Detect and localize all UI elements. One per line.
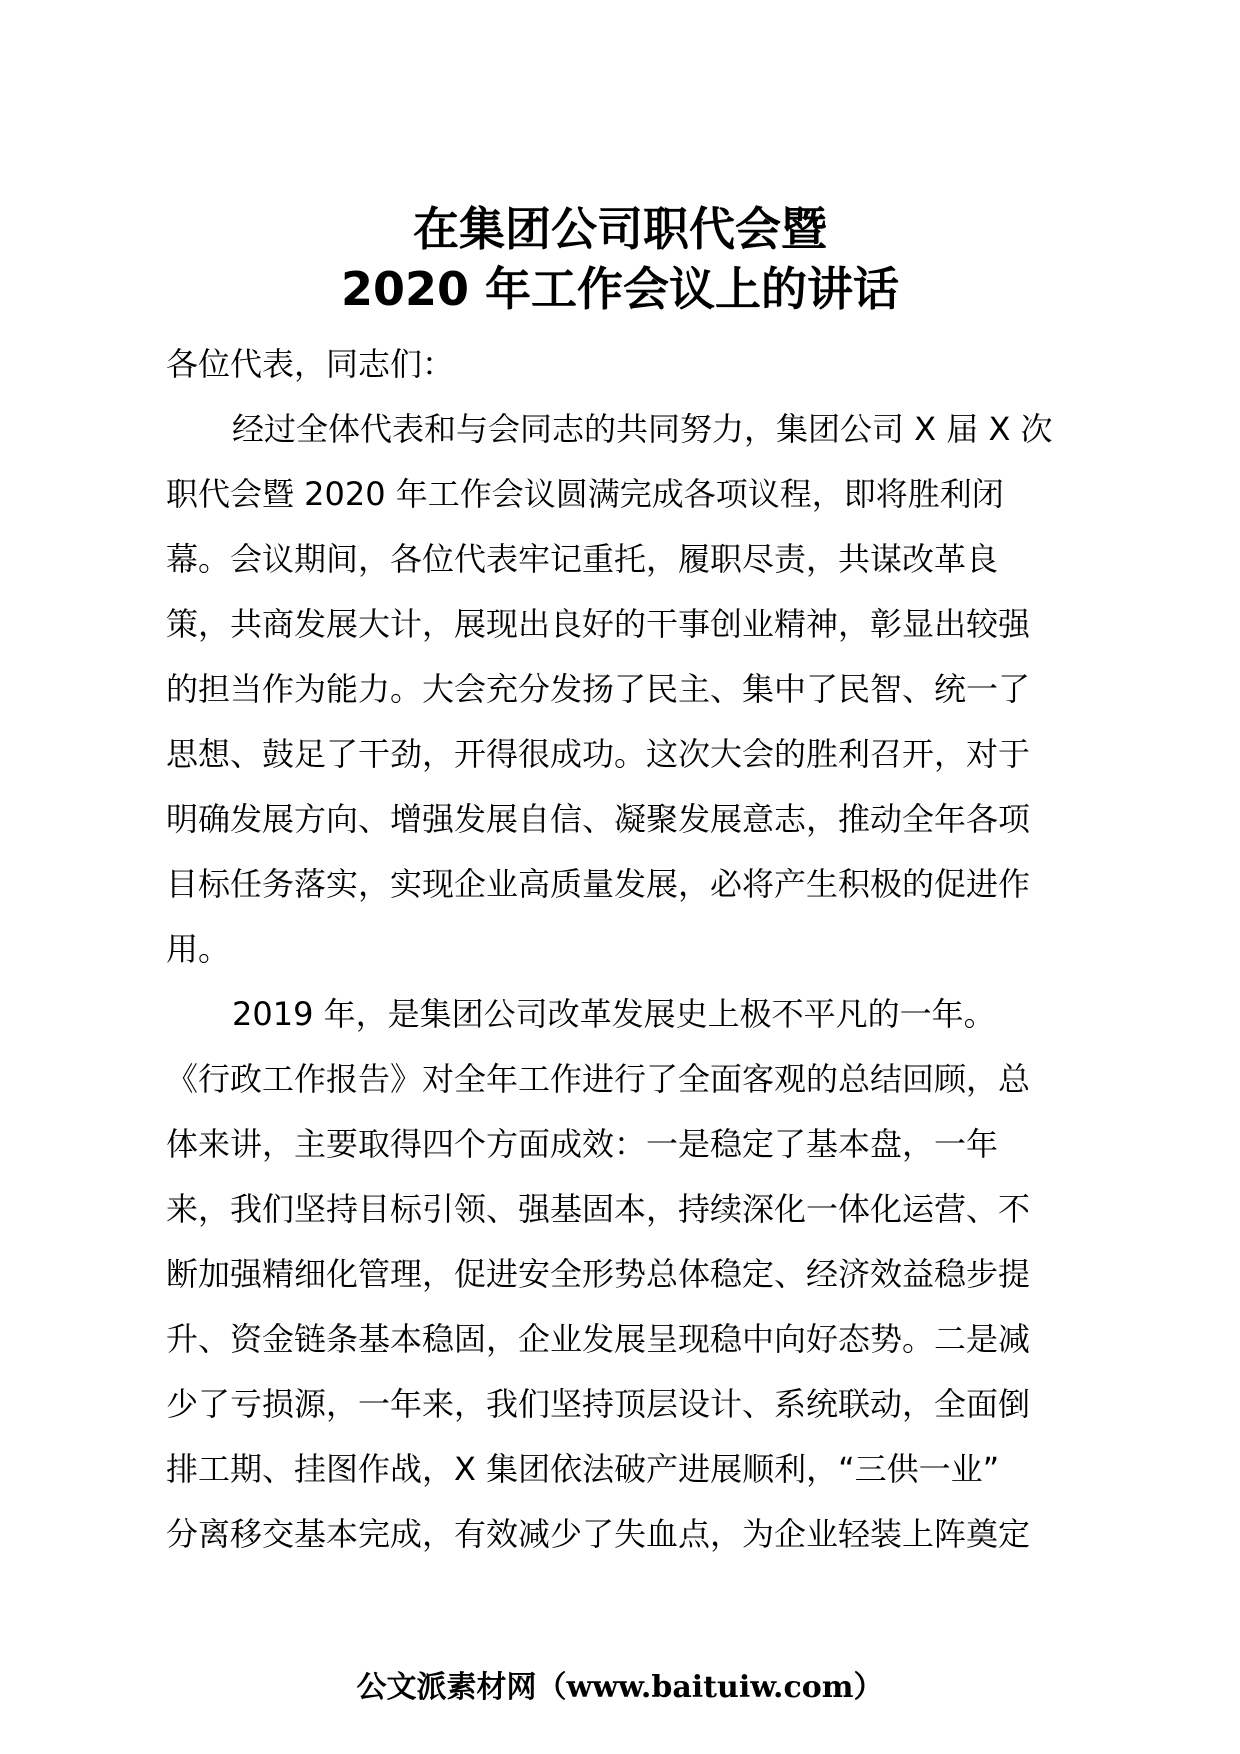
paragraph-line: 来，我们坚持目标引领、强基固本，持续深化一体化运营、不 (166, 1190, 1031, 1228)
paragraph-line: 断加强精细化管理，促进安全形势总体稳定、经济效益稳步提 (166, 1255, 1031, 1293)
paragraph-line: 的担当作为能力。大会充分发扬了民主、集中了民智、统一了 (166, 670, 1031, 708)
salutation: 各位代表，同志们： (166, 345, 455, 383)
paragraph-line: 幕。会议期间，各位代表牢记重托，履职尽责，共谋改革良 (166, 540, 999, 578)
paragraph-line: 策，共商发展大计，展现出良好的干事创业精神，彰显出较强 (166, 605, 1031, 643)
document-title-line-1: 在集团公司职代会暨 (413, 202, 827, 256)
paragraph-line: 分离移交基本完成，有效减少了失血点，为企业轻装上阵奠定 (166, 1515, 1031, 1553)
paragraph-line: 明确发展方向、增强发展自信、凝聚发展意志，推动全年各项 (166, 800, 1031, 838)
document-title-line-2: 2020 年工作会议上的讲话 (340, 262, 900, 316)
paragraph-line: 《行政工作报告》对全年工作进行了全面客观的总结回顾，总 (166, 1060, 1031, 1098)
paragraph-1 (166, 397, 1086, 982)
paragraph-line: 体来讲，主要取得四个方面成效：一是稳定了基本盘，一年 (166, 1125, 999, 1163)
paragraph-line: 职代会暨 2020 年工作会议圆满完成各项议程，即将胜利闭 (166, 475, 1004, 513)
paragraph-line: 2019 年，是集团公司改革发展史上极不平凡的一年。 (232, 995, 996, 1033)
paragraph-line: 思想、鼓足了干劲，开得很成功。这次大会的胜利召开，对于 (166, 735, 1031, 773)
paragraph-2 (166, 982, 1086, 1567)
document-body (166, 332, 1086, 1567)
paragraph-line: 升、资金链条基本稳固，企业发展呈现稳中向好态势。二是减 (166, 1320, 1031, 1358)
footer-source: 公文派素材网（www.baituiw.com） (356, 1670, 884, 1705)
paragraph-line: 用。 (166, 930, 231, 968)
paragraph-line: 经过全体代表和与会同志的共同努力，集团公司 X 届 X 次 (232, 410, 1053, 448)
paragraph-line: 目标任务落实，实现企业高质量发展，必将产生积极的促进作 (166, 865, 1031, 903)
paragraph-line: 少了亏损源，一年来，我们坚持顶层设计、系统联动，全面倒 (166, 1385, 1031, 1423)
paragraph-line: 排工期、挂图作战，X 集团依法破产进展顺利，“三供一业” (166, 1450, 1000, 1488)
